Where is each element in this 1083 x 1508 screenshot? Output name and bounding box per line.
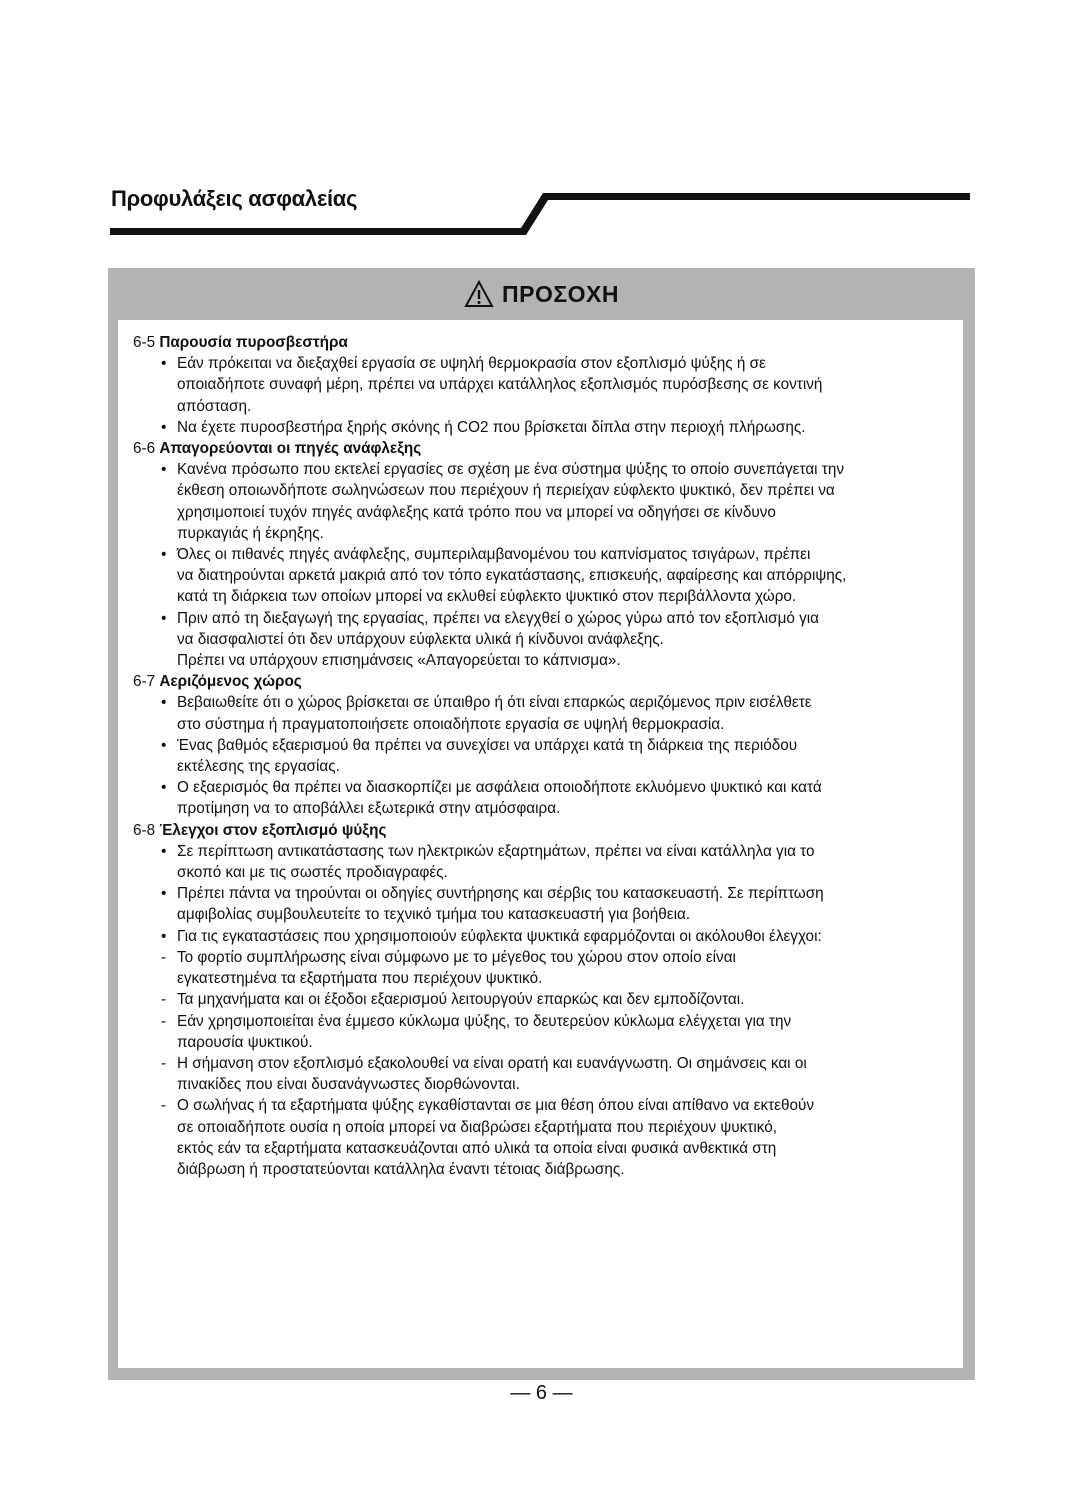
dash-item [133, 1095, 953, 1180]
text-line: Η σήμανση στον εξοπλισμό εξακολουθεί να είναι ορατή και ευανάγνωστη. Οι σημάνσεις και οι [177, 1054, 807, 1072]
dash-marker: - [161, 948, 167, 966]
text-line: έκθεση οποιωνδήποτε σωληνώσεων που περιέχουν ή περιείχαν εύφλεκτο ψυκτικό, δεν πρέπει να [177, 482, 835, 500]
bullet-marker: • [161, 842, 167, 860]
section-heading [133, 332, 953, 353]
text-line: Εάν χρησιμοποιείται ένα έμμεσο κύκλωμα ψύξης, το δευτερεύον κύκλωμα ελέγχεται για την [177, 1012, 792, 1030]
text-line: σκοπό και με τις σωστές προδιαγραφές. [177, 864, 448, 882]
text-line: χρησιμοποιεί τυχόν πηγές ανάφλεξης κατά τρόπο που να μπορεί να οδηγήσει σε κίνδυνο [177, 503, 776, 521]
title-rule [0, 0, 1083, 260]
bullet-item [133, 544, 953, 608]
text-line: εκτός εάν τα εξαρτήματα κατασκευάζονται από υλικά τα οποία είναι φυσικά ανθεκτικά στη [177, 1139, 777, 1157]
text-line: Σε περίπτωση αντικατάστασης των ηλεκτρικών εξαρτημάτων, πρέπει να είναι κατάλληλα για το [177, 842, 815, 860]
caution-header [108, 268, 975, 320]
text-line: προτίμηση να το αποβάλλει εξωτερικά στην ατμόσφαιρα. [177, 800, 561, 818]
text-line: στο σύστημα ή πραγματοποιήσετε οποιαδήποτε εργασία σε υψηλή θερμοκρασία. [177, 715, 725, 733]
dash-item [133, 1011, 953, 1053]
text-line: αμφιβολίας συμβουλευτείτε το τεχνικό τμήμα του κατασκευαστή για βοήθεια. [177, 906, 691, 924]
bullet-item [133, 608, 953, 672]
text-line: Βεβαιωθείτε ότι ο χώρος βρίσκεται σε ύπαιθρο ή ότι είναι επαρκώς αεριζόμενος πριν εισέλθετε [177, 694, 812, 712]
caution-box [108, 268, 975, 1380]
text-line: να διασφαλιστεί ότι δεν υπάρχουν εύφλεκτα υλικά ή κίνδυνοι ανάφλεξης. [177, 630, 664, 648]
text-line: πινακίδες που είναι δυσανάγνωστες διορθώνονται. [177, 1076, 520, 1094]
bullet-item [133, 841, 953, 883]
section-title: Απαγορεύονται οι πηγές ανάφλεξης [159, 440, 422, 458]
bullet-marker: • [161, 694, 167, 712]
text-line: Πρέπει πάντα να τηρούνται οι οδηγίες συντήρησης και σέρβις του κατασκευαστή. Σε περίπτωση [177, 885, 824, 903]
text-line: Όλες οι πιθανές πηγές ανάφλεξης, συμπεριλαμβανομένου του καπνίσματος τσιγάρων, πρέπει [177, 546, 811, 564]
dash-marker: - [161, 1054, 167, 1072]
bullet-marker: • [161, 609, 167, 627]
bullet-item [133, 417, 953, 438]
text-line: Πρέπει να υπάρχουν επισημάνσεις «Απαγορεύεται το κάπνισμα». [177, 652, 621, 670]
dash-item [133, 947, 953, 989]
text-line: Τα μηχανήματα και οι έξοδοι εξαερισμού λειτουργούν επαρκώς και δεν εμποδίζονται. [177, 991, 745, 1009]
text-line: εγκατεστημένα τα εξαρτήματα που περιέχουν ψυκτικό. [177, 970, 543, 988]
caution-label: ΠΡΟΣΟΧΗ [502, 280, 619, 307]
warning-triangle-icon [464, 280, 494, 308]
text-line: Ο σωλήνας ή τα εξαρτήματα ψύξης εγκαθίστανται σε μια θέση όπου είναι απίθανο να εκτεθούν [177, 1097, 815, 1115]
dash-marker: - [161, 991, 167, 1009]
section-number: 6-8 [133, 821, 156, 839]
bullet-item [133, 735, 953, 777]
text-line: Πριν από τη διεξαγωγή της εργασίας, πρέπει να ελεγχθεί ο χώρος γύρω από τον εξοπλισμό για [177, 609, 820, 627]
section-heading [133, 820, 953, 841]
dash-item [133, 989, 953, 1010]
text-line: διάβρωση ή προστατεύονται κατάλληλα έναντι τέτοιας διάβρωσης. [177, 1160, 625, 1178]
text-line: Ο εξαερισμός θα πρέπει να διασκορπίζει με ασφάλεια οποιοδήποτε εκλυόμενο ψυκτικό και κατά [177, 779, 822, 797]
section-heading [133, 438, 953, 459]
section-title: Αεριζόμενος χώρος [159, 673, 302, 691]
bullet-marker: • [161, 927, 167, 945]
text-line: εκτέλεσης της εργασίας. [177, 758, 340, 776]
bullet-marker: • [161, 355, 167, 373]
section-number: 6-7 [133, 673, 156, 691]
bullet-item [133, 459, 953, 544]
text-line: Κανένα πρόσωπο που εκτελεί εργασίες σε σχέση με ένα σύστημα ψύξης το οποίο συνεπάγεται την [177, 461, 845, 479]
bullet-marker: • [161, 546, 167, 564]
bullet-item [133, 777, 953, 819]
page-title: Προφυλάξεις ασφαλείας [111, 186, 358, 211]
bullet-marker: • [161, 885, 167, 903]
bullet-marker: • [161, 418, 167, 436]
dash-item [133, 1053, 953, 1095]
text-line: πυρκαγιάς ή έκρηξης. [177, 524, 324, 542]
dash-marker: - [161, 1097, 167, 1115]
text-line: Το φορτίο συμπλήρωσης είναι σύμφωνο με το μέγεθος του χώρου στον οποίο είναι [177, 948, 736, 966]
section-heading [133, 671, 953, 692]
bullet-marker: • [161, 779, 167, 797]
section-title: Έλεγχοι στον εξοπλισμό ψύξης [159, 821, 387, 839]
bullet-item [133, 692, 953, 734]
text-line: Για τις εγκαταστάσεις που χρησιμοποιούν εύφλεκτα ψυκτικά εφαρμόζονται οι ακόλουθοι έλεγχοι: [177, 927, 822, 945]
section-number: 6-6 [133, 440, 156, 458]
section-title: Παρουσία πυροσβεστήρα [159, 334, 348, 351]
text-line: Εάν πρόκειται να διεξαχθεί εργασία σε υψηλή θερμοκρασία στον εξοπλισμό ψύξης ή σε [177, 355, 766, 373]
text-line: σε οποιαδήποτε ουσία η οποία μπορεί να διαβρώσει εξαρτήματα που περιέχουν ψυκτικό, [177, 1118, 777, 1136]
dash-marker: - [161, 1012, 167, 1030]
text-line: Να έχετε πυροσβεστήρα ξηρής σκόνης ή CO2 που βρίσκεται δίπλα στην περιοχή πλήρωσης. [177, 418, 806, 436]
bullet-item [133, 926, 953, 947]
text-line: Ένας βαθμός εξαερισμού θα πρέπει να συνεχίσει να υπάρχει κατά τη διάρκεια της περιόδου [177, 736, 798, 754]
bullet-marker: • [161, 461, 167, 479]
text-line: παρουσία ψυκτικού. [177, 1033, 313, 1051]
text-line: κατά τη διάρκεια των οποίων μπορεί να εκλυθεί εύφλεκτο ψυκτικό στον περιβάλλοντα χώρο. [177, 588, 797, 606]
text-line: οποιαδήποτε συναφή μέρη, πρέπει να υπάρχει κατάλληλος εξοπλισμός πυρόσβεσης σε κοντινή [177, 376, 823, 394]
text-line: απόσταση. [177, 397, 252, 415]
caution-content [133, 332, 953, 1180]
caution-content-panel [118, 320, 963, 1368]
page-number: — 6 — [510, 1382, 573, 1404]
bullet-item [133, 353, 953, 417]
text-line: να διατηρούνται αρκετά μακριά από τον τόπο εγκατάστασης, επισκευής, αφαίρεσης και απόρριψης, [177, 567, 847, 585]
section-number: 6-5 [133, 334, 156, 351]
bullet-item [133, 883, 953, 925]
bullet-marker: • [161, 736, 167, 754]
